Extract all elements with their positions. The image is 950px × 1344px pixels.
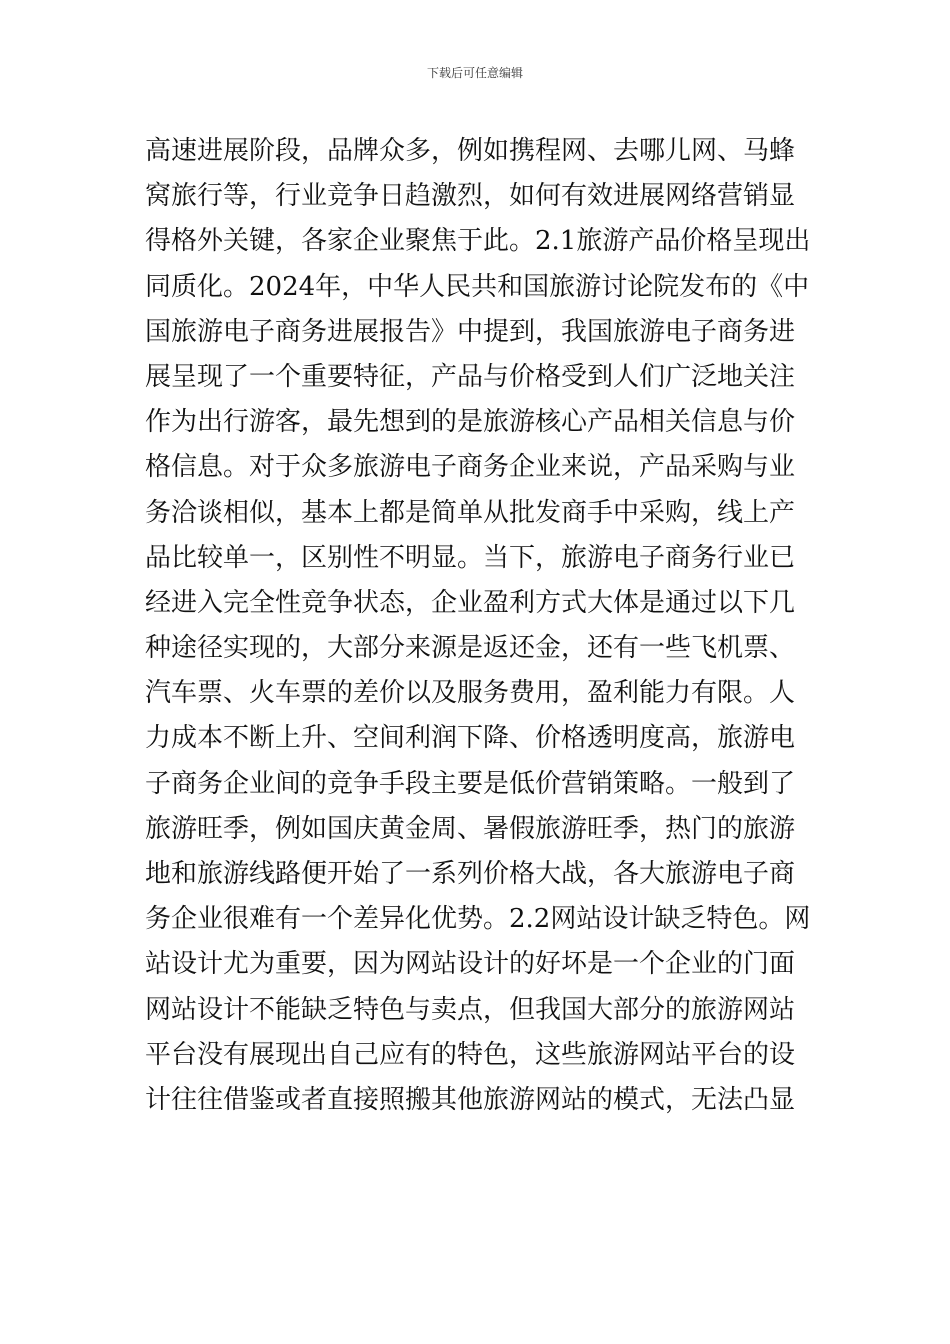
text-line: 网站设计不能缺乏特色与卖点，但我国大部分的旅游网站 [145, 994, 796, 1025]
page-header: 下载后可任意编辑 [426, 66, 523, 80]
text-line: 窝旅行等，行业竞争日趋激烈，如何有效进展网络营销显 [145, 181, 796, 212]
text-line: 力成本不断上升、空间利润下降、价格透明度高，旅游电 [145, 723, 796, 754]
text-line: 平台没有展现出自己应有的特色，这些旅游网站平台的设 [145, 1039, 796, 1070]
text-line: 站设计尤为重要，因为网站设计的好坏是一个企业的门面 [145, 949, 796, 980]
text-line: 计往往借鉴或者直接照搬其他旅游网站的模式，无法凸显 [145, 1084, 796, 1115]
text-line: 同质化。2024年，中华人民共和国旅游讨论院发布的《中 [145, 271, 810, 302]
text-line: 展呈现了一个重要特征，产品与价格受到人们广泛地关注 [145, 361, 796, 392]
body-text [145, 129, 815, 1123]
text-line: 汽车票、火车票的差价以及服务费用，盈利能力有限。人 [145, 678, 796, 709]
text-line: 地和旅游线路便开始了一系列价格大战，各大旅游电子商 [145, 859, 796, 889]
text-line: 格信息。对于众多旅游电子商务企业来说，产品采购与业 [145, 452, 796, 483]
text-line: 务洽谈相似，基本上都是简单从批发商手中采购，线上产 [145, 497, 796, 528]
text-line: 国旅游电子商务进展报告》中提到，我国旅游电子商务进 [145, 316, 796, 347]
text-line: 旅游旺季，例如国庆黄金周、暑假旅游旺季，热门的旅游 [145, 813, 796, 844]
text-line: 子商务企业间的竞争手段主要是低价营销策略。一般到了 [145, 768, 796, 799]
text-line: 务企业很难有一个差异化优势。2.2网站设计缺乏特色。网 [145, 904, 811, 935]
text-line: 作为出行游客，最先想到的是旅游核心产品相关信息与价 [145, 407, 796, 438]
text-line: 得格外关键，各家企业聚焦于此。2.1旅游产品价格呈现出 [145, 226, 811, 257]
text-line: 高速进展阶段，品牌众多，例如携程网、去哪儿网、马蜂 [145, 136, 796, 166]
text-line: 种途径实现的，大部分来源是返还金，还有一些飞机票、 [145, 633, 796, 664]
text-line: 品比较单一，区别性不明显。当下，旅游电子商务行业已 [145, 542, 796, 573]
text-line: 经进入完全性竞争状态，企业盈利方式大体是通过以下几 [145, 587, 796, 618]
